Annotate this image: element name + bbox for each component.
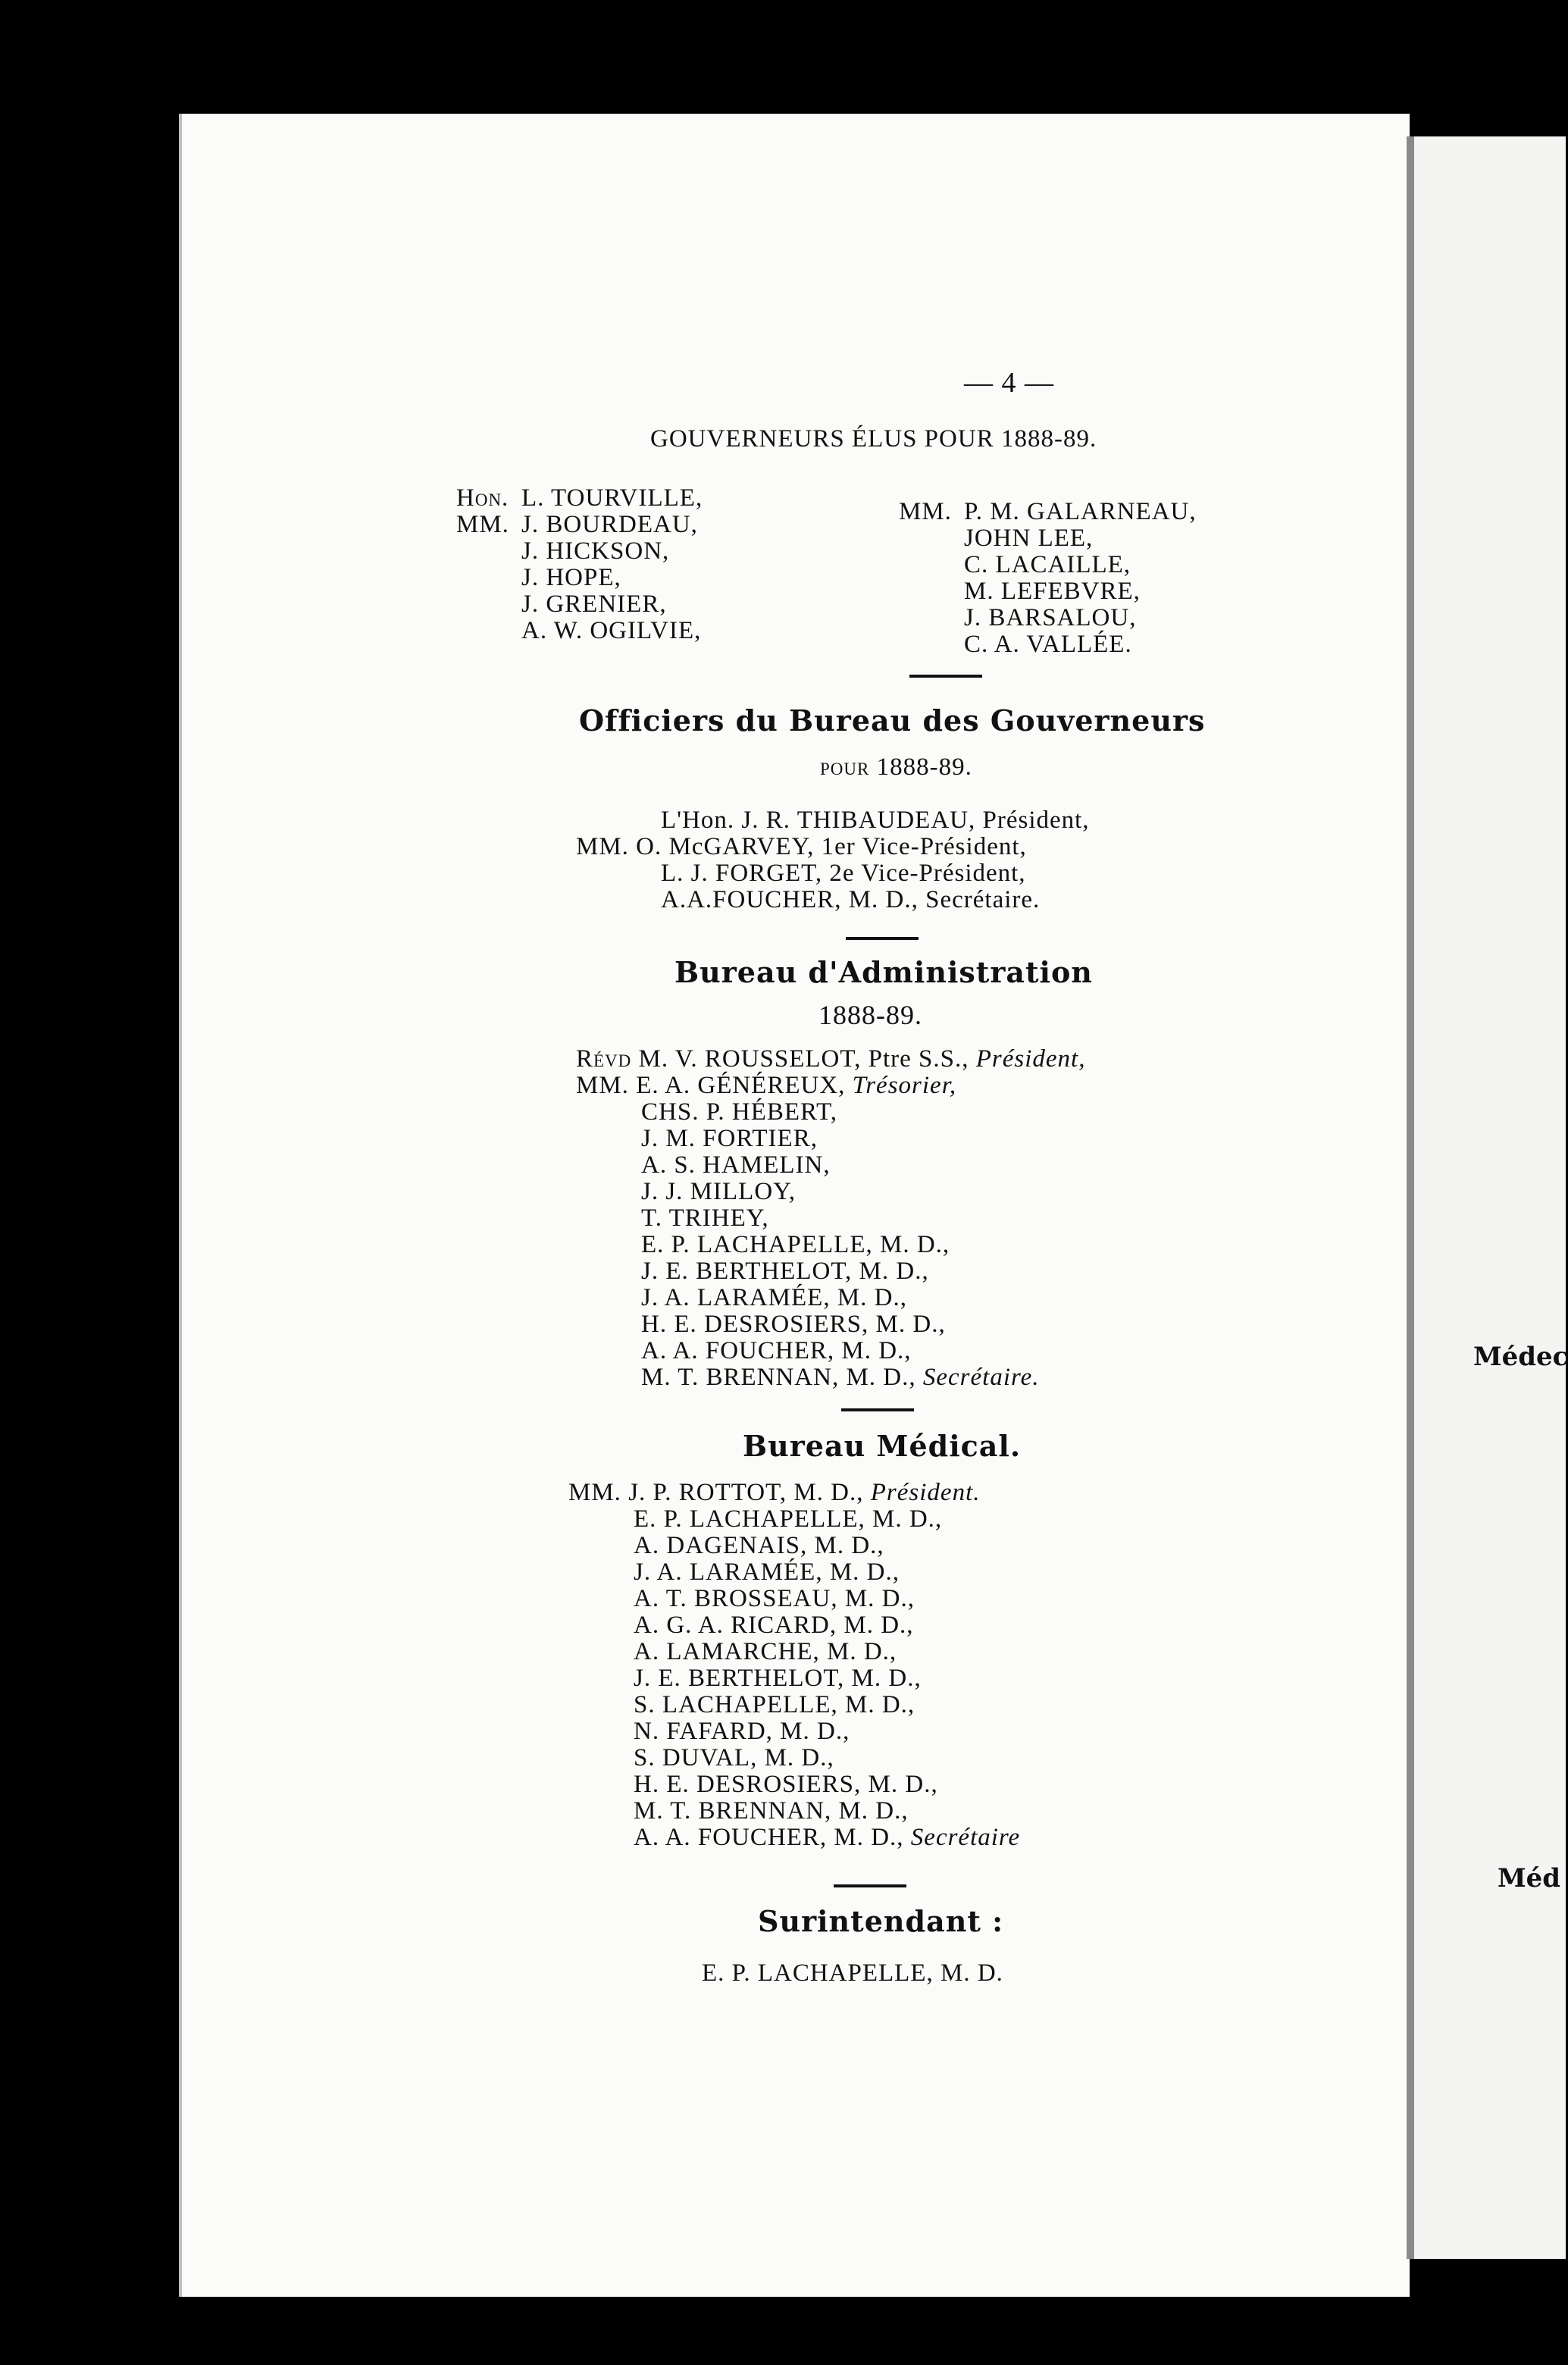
- medical-member: A. G. A. RICARD, M. D.,: [634, 1612, 914, 1639]
- officer: L'Hon. J. R. THIBAUDEAU, Président,: [661, 807, 1090, 834]
- member-name: E. A. GÉNÉREUX,: [636, 1072, 846, 1099]
- governor: J. HICKSON,: [521, 537, 670, 565]
- medical-president: [568, 1480, 1020, 1506]
- prefix-mm: MM.: [456, 511, 509, 538]
- officers-list: [576, 807, 1090, 913]
- member: J. A. LARAMÉE, M. D.,: [641, 1284, 908, 1311]
- prefix-hon: Hon.: [456, 484, 509, 512]
- prefix-revd: Révd: [576, 1045, 632, 1073]
- divider: [909, 675, 982, 678]
- facing-page: [1407, 136, 1566, 2259]
- governors-left-prefixes: [456, 485, 509, 538]
- medical-member: S. DUVAL, M. D.,: [634, 1744, 834, 1771]
- superintendent-name: E. P. LACHAPELLE, M. D.: [702, 1959, 1003, 1987]
- divider: [846, 937, 919, 940]
- governor: JOHN LEE,: [964, 525, 1094, 552]
- governors-left-list: [521, 485, 703, 644]
- prefix-mm: MM.: [568, 1479, 621, 1506]
- member: H. E. DESROSIERS, M. D.,: [641, 1311, 946, 1338]
- officers-heading: Officiers du Bureau des Gouverneurs: [579, 703, 1206, 738]
- member: E. P. LACHAPELLE, M. D.,: [641, 1231, 950, 1258]
- member-president: [576, 1046, 1085, 1073]
- medical-heading: Bureau Médical.: [743, 1429, 1022, 1463]
- governor: A. W. OGILVIE,: [521, 617, 702, 644]
- member-role: Secrétaire: [910, 1824, 1021, 1851]
- medical-member: N. FAFARD, M. D.,: [634, 1718, 850, 1745]
- divider: [841, 1408, 914, 1411]
- officer: MM. O. McGARVEY, 1er Vice-Président,: [576, 833, 1027, 860]
- member: CHS. P. HÉBERT,: [641, 1098, 838, 1126]
- medical-secretary: [634, 1825, 1020, 1851]
- governors-right-prefix: MM.: [899, 498, 952, 525]
- medical-member: A. LAMARCHE, M. D.,: [634, 1638, 897, 1665]
- officer: L. J. FORGET, 2e Vice-Président,: [661, 860, 1026, 887]
- facing-page-fragment: Méd: [1498, 1863, 1561, 1894]
- document-page: [179, 114, 1410, 2297]
- governor: C. LACAILLE,: [964, 551, 1131, 578]
- governor: J. GRENIER,: [521, 590, 667, 618]
- medical-member: A. DAGENAIS, M. D.,: [634, 1532, 884, 1559]
- officers-subheading: pour 1888-89.: [820, 753, 972, 781]
- governors-heading: GOUVERNEURS ÉLUS POUR 1888-89.: [650, 425, 1097, 453]
- governors-right-list: [964, 499, 1197, 658]
- member-name: A. A. FOUCHER, M. D.,: [634, 1824, 904, 1851]
- member-secretary: [641, 1364, 1085, 1391]
- officer: A.A.FOUCHER, M. D., Secrétaire.: [661, 886, 1041, 913]
- administration-list: [576, 1046, 1085, 1391]
- prefix-mm: MM.: [576, 1072, 629, 1099]
- medical-member: J. A. LARAMÉE, M. D.,: [634, 1558, 900, 1586]
- administration-year: 1888-89.: [818, 1000, 922, 1030]
- medical-member: M. T. BRENNAN, M. D.,: [634, 1797, 909, 1825]
- facing-page-fragment: Médec: [1473, 1342, 1568, 1372]
- governor: M. LEFEBVRE,: [964, 578, 1141, 605]
- member-role: Président,: [975, 1045, 1086, 1073]
- governor: J. HOPE,: [521, 564, 621, 591]
- governor: J. BOURDEAU,: [521, 511, 698, 538]
- medical-list: [568, 1480, 1020, 1851]
- member: A. A. FOUCHER, M. D.,: [641, 1337, 912, 1364]
- governor: C. A. VALLÉE.: [964, 631, 1132, 658]
- medical-member: S. LACHAPELLE, M. D.,: [634, 1691, 915, 1718]
- administration-heading: Bureau d'Administration: [674, 955, 1093, 989]
- member-name: J. P. ROTTOT, M. D.,: [628, 1479, 864, 1506]
- member-role: Secrétaire.: [922, 1364, 1040, 1391]
- page-number: — 4 —: [964, 367, 1054, 399]
- governor: L. TOURVILLE,: [521, 484, 703, 512]
- member-name: M. T. BRENNAN, M. D.,: [641, 1364, 916, 1391]
- governor: J. BARSALOU,: [964, 604, 1137, 631]
- member: A. S. HAMELIN,: [641, 1151, 831, 1179]
- governor: P. M. GALARNEAU,: [964, 498, 1197, 525]
- member-name: M. V. ROUSSELOT, Ptre S.S.,: [638, 1045, 969, 1073]
- member-treasurer: [576, 1073, 1085, 1099]
- member-role: Trésorier,: [852, 1072, 957, 1099]
- member: J. E. BERTHELOT, M. D.,: [641, 1258, 929, 1285]
- member: J. J. MILLOY,: [641, 1178, 796, 1205]
- superintendent-heading: Surintendant :: [758, 1904, 1004, 1938]
- member-role: Président.: [870, 1479, 981, 1506]
- medical-member: H. E. DESROSIERS, M. D.,: [634, 1771, 938, 1798]
- member: T. TRIHEY,: [641, 1204, 769, 1232]
- medical-member: A. T. BROSSEAU, M. D.,: [634, 1585, 915, 1612]
- divider: [834, 1884, 906, 1887]
- member: J. M. FORTIER,: [641, 1125, 818, 1152]
- medical-member: E. P. LACHAPELLE, M. D.,: [634, 1505, 943, 1533]
- medical-member: J. E. BERTHELOT, M. D.,: [634, 1665, 922, 1692]
